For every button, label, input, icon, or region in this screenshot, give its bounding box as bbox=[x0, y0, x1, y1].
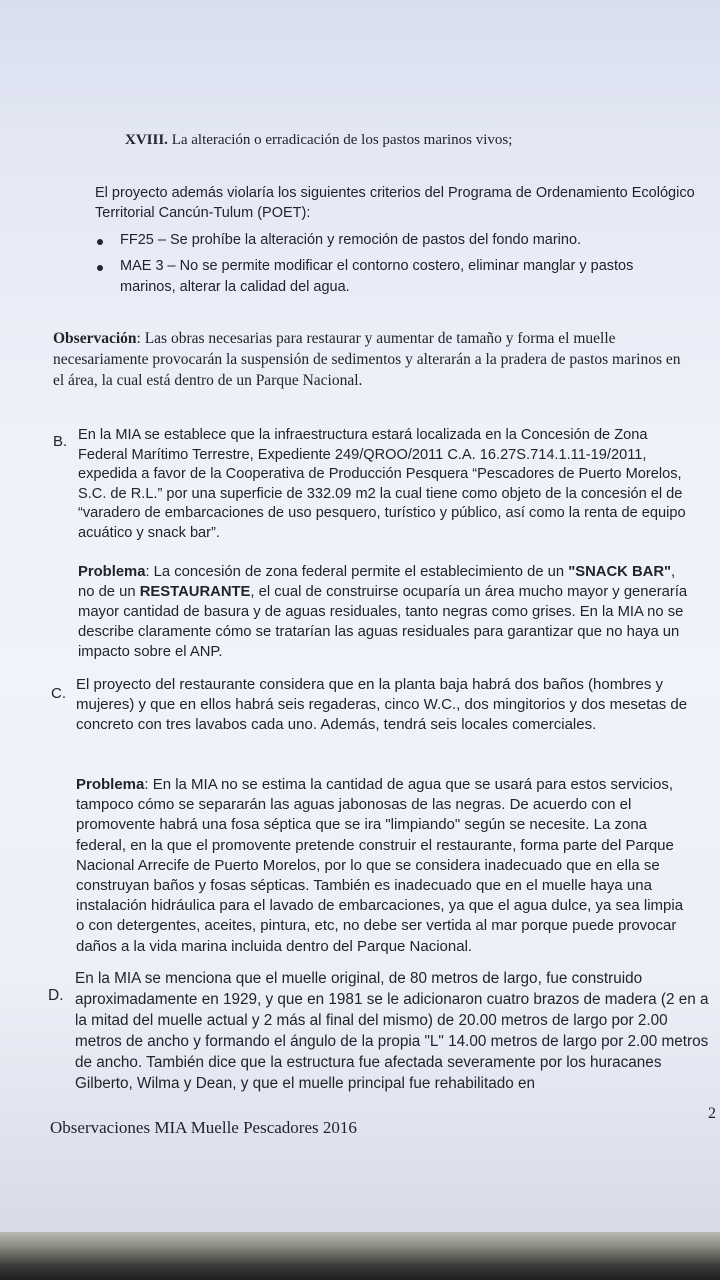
section-c-problema-text: : En la MIA no se estima la cantidad de agua que se usará para estos servicios, tampoco cómo se separarán las aguas jabonosas de las negras. De acuerdo con el promovente habrá una fosa séptica que se ira "limpiando" según se necesite. La zona federal, en la que el promovente pretende construir el restaurante, forma parte del Parque Nacional Arrecife de Puerto Morelos, por lo que se considera inadecuado que en ella se construyan baños y fosas sépticas. También es inadecuado que en el muelle haya una instalación hidráulica para el lavado de embarcaciones, ya que el agua dulce, ya sea limpia o con detergentes, aceites, pintura, etc, no debe ser vertida al mar porque puede provocar daños a la vida marina incluida dentro del Parque Nacional. bbox=[76, 776, 684, 955]
bullet-marker bbox=[97, 265, 103, 271]
restaurante-term: RESTAURANTE bbox=[139, 584, 251, 600]
section-b-problema-text-1: : La concesión de zona federal permite el establecimiento de un bbox=[145, 564, 569, 580]
observacion-text: : Las obras necesarias para restaurar y aumentar de tamaño y forma el muelle necesariamente provocarán la suspensión de sedimentos y alterarán a la pradera de pastos marinos en el área, la cual está dentro de un Parque Nacional. bbox=[53, 330, 681, 389]
section-c-problema-label: Problema bbox=[76, 776, 145, 793]
section-d-text: En la MIA se menciona que el muelle original, de 80 metros de largo, fue construido aproximadamente en 1929, y que en 1981 se le adicionaron cuatro brazos de madera (2 en a la mitad del muelle actual y 2 más al final del mismo) de 20.00 metros de largo por 2.00 metros de ancho y formando el ángulo de la propia "L" 14.00 metros de largo por 2.00 metros de ancho. También dice que la estructura fue afectada severamente por los huracanes Gilberto, Wilma y Dean, y que el muelle principal fue rehabilitado en bbox=[75, 970, 709, 1092]
section-b-problema-text-2: , no de un bbox=[78, 564, 676, 600]
footer-text: Observaciones MIA Muelle Pescadores 2016 bbox=[50, 1118, 357, 1137]
item-xviii bbox=[125, 130, 685, 150]
section-b-letter: B. bbox=[53, 433, 68, 450]
bullet-marker bbox=[97, 239, 103, 245]
section-b-problema-label: Problema bbox=[78, 564, 146, 580]
section-c-letter: C. bbox=[51, 685, 66, 702]
section-c-problema bbox=[76, 775, 691, 957]
section-c-text: El proyecto del restaurante considera que en la planta baja habrá dos baños (hombres y mujeres) y que en ellos habrá seis regaderas, cinco W.C., dos mingitorios y dos mesetas de concreto con tres lavabos cada uno. Además, tendrá seis locales comerciales. bbox=[76, 676, 688, 733]
observacion-paragraph bbox=[53, 328, 693, 391]
snack-bar-term: "SNACK BAR" bbox=[568, 564, 672, 580]
bullet-mae3: MAE 3 – No se permite modificar el contorno costero, eliminar manglar y pastos marinos, alterar la calidad del agua. bbox=[120, 258, 634, 295]
item-xviii-number: XVIII. bbox=[125, 132, 168, 148]
bullet-ff25: FF25 – Se prohíbe la alteración y remoción de pastos del fondo marino. bbox=[120, 232, 582, 248]
section-d-letter: D. bbox=[48, 987, 64, 1004]
item-xviii-text: La alteración o erradicación de los pastos marinos vivos; bbox=[167, 132, 513, 148]
poet-intro: El proyecto además violaría los siguientes criterios del Programa de Ordenamiento Ecológico Territorial Cancún-Tulum (POET): bbox=[95, 185, 695, 221]
page-number: 2 bbox=[708, 1105, 716, 1122]
section-b-problema bbox=[78, 562, 690, 662]
section-b-text: En la MIA se establece que la infraestructura estará localizada en la Concesión de Zona Federal Marítimo Terrestre, Expediente 249/QROO/2011 C.A. 16.27S.714.1.11-19/2011, expedida a favor de la Cooperativa de Producción Pesquera “Pescadores de Puerto Morelos, S.C. de R.L.” por una superficie de 332.09 m2 la cual tiene como objeto de la concesión el de “varadero de embarcaciones de uso pesquero, turístico y público, así como la renta de equipo acuático y snack bar”. bbox=[78, 427, 686, 541]
bottom-edge bbox=[0, 1232, 720, 1280]
observacion-label: Observación bbox=[53, 330, 137, 347]
section-b-problema-text-3: , el cual de construirse ocuparía un área mucho mayor y generaría mayor cantidad de basura y de aguas residuales, tanto negras como grises. En la MIA no se describe claramente cómo se tratarían las aguas residuales para garantizar que no haya un impacto sobre el ANP. bbox=[78, 584, 688, 660]
